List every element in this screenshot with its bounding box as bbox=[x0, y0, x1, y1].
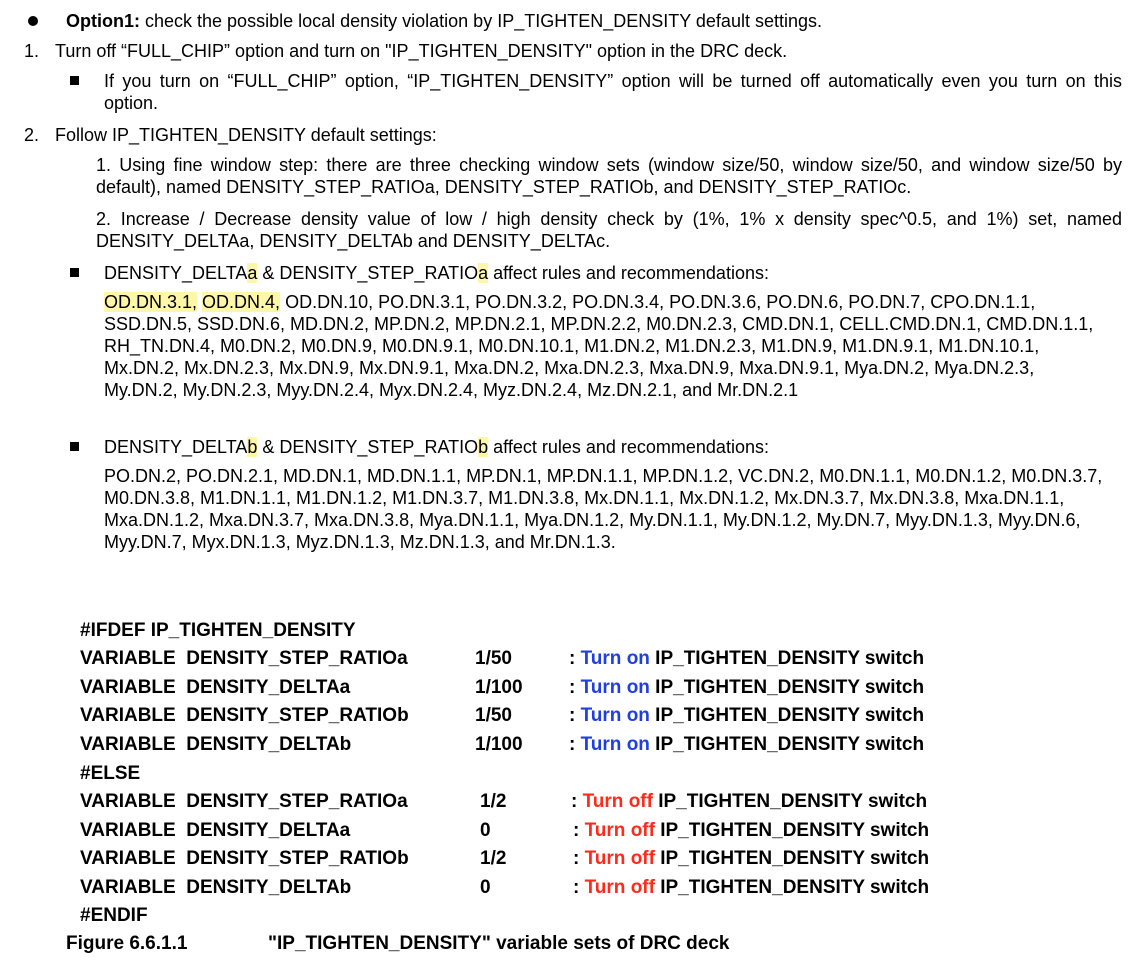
variable-value: 1/50 bbox=[475, 705, 512, 726]
option1-label: Option1: bbox=[66, 11, 140, 31]
variable-value: 1/2 bbox=[480, 848, 507, 869]
rule-highlight-1: OD.DN.3.1, bbox=[104, 292, 198, 312]
square-bullet-icon bbox=[70, 268, 79, 277]
square-bullet-icon bbox=[70, 76, 79, 85]
affect-a-rule-list: OD.DN.10, PO.DN.3.1, PO.DN.3.2, PO.DN.3.4, PO.DN.3.6, PO.DN.6, PO.DN.7, CPO.DN.1.1, SSD.DN.5, SSD.DN.6, MD.DN.2, MP.DN.2, MP.DN.2.1, MP.DN.2.2, M0.DN.2.3, CMD.DN.1, CELL.CMD.DN.1, CMD.DN.1.1, RH_TN.DN.4, M0.DN.2, M0.DN.9, M0.DN.9.1, M0.DN.10.1, M1.DN.2, M1.DN.2.3, M1.DN.9, M1.DN.9.1, M1.DN.10.1, Mx.DN.2, Mx.DN.2.3, Mx.DN.9, Mx.DN.9.1, Mxa.DN.2, Mxa.DN.2.3, Mxa.DN.9, Mxa.DN.9.1, Mya.DN.2, Mya.DN.2.3, My.DN.2, My.DN.2.3, Myy.DN.2.4, Myx.DN.2.4, Myz.DN.2.4, Mz.DN.2.1, and Mr.DN.2.1 bbox=[104, 292, 1094, 400]
figure-title: "IP_TIGHTEN_DENSITY" variable sets of DRC deck bbox=[268, 933, 730, 954]
variable-name: VARIABLE DENSITY_DELTAb bbox=[80, 733, 352, 755]
square-bullet-icon bbox=[70, 442, 79, 451]
option1-item bbox=[0, 0, 1131, 40]
variable-name: VARIABLE DENSITY_STEP_RATIOb bbox=[80, 705, 409, 726]
variable-value: 0 bbox=[480, 876, 491, 898]
affect-a-heading bbox=[104, 262, 769, 284]
variable-value: 0 bbox=[480, 819, 491, 841]
step2-sub2: 2. Increase / Decrease density value of low / high density check by (1%, 1% x density spec^0.5, and 1%) set, named DENSITY_DELTAa, DENSITY_DELTAb and DENSITY_DELTAc. bbox=[96, 209, 1122, 251]
variable-name: VARIABLE DENSITY_DELTAb bbox=[80, 876, 352, 898]
variable-value: 1/50 bbox=[475, 648, 512, 669]
variable-name: VARIABLE DENSITY_STEP_RATIOb bbox=[80, 848, 409, 869]
affect-b-highlight2: b bbox=[478, 437, 489, 457]
variable-name: VARIABLE DENSITY_STEP_RATIOa bbox=[80, 648, 408, 669]
affect-b-rules: PO.DN.2, PO.DN.2.1, MD.DN.1, MD.DN.1.1, MP.DN.1, MP.DN.1.1, MP.DN.1.2, VC.DN.2, M0.DN.1.1, M0.DN.1.2, M0.DN.3.7, M0.DN.3.8, M1.DN.1.1, M1.DN.1.2, M1.DN.3.7, M1.DN.3.8, Mx.DN.1.1, Mx.DN.1.2, Mx.DN.3.7, Mx.DN.3.8, Mxa.DN.1.1, Mxa.DN.1.2, Mxa.DN.3.7, Mxa.DN.3.8, Mya.DN.1.1, Mya.DN.1.2, My.DN.1.1, My.DN.1.2, My.DN.7, Myy.DN.1.3, Myy.DN.6, Myy.DN.7, Myx.DN.1.3, Myz.DN.1.3, Mz.DN.1.3, and Mr.DN.1.3. bbox=[104, 466, 1103, 552]
affect-b-part1: DENSITY_DELTA bbox=[104, 437, 248, 457]
affect-a-part1: DENSITY_DELTA bbox=[104, 263, 248, 283]
affect-a-rules bbox=[104, 291, 1094, 401]
bullet-dot-icon bbox=[28, 16, 38, 26]
step2-text: Follow IP_TIGHTEN_DENSITY default settings: bbox=[55, 125, 437, 145]
variable-value: 1/2 bbox=[480, 791, 507, 812]
code-ifdef: #IFDEF IP_TIGHTEN_DENSITY bbox=[80, 620, 356, 641]
option1-line bbox=[66, 10, 822, 32]
step1-number: 1. bbox=[24, 41, 40, 61]
variable-comment: : Turn off IP_TIGHTEN_DENSITY switch bbox=[573, 848, 930, 869]
variable-comment: : Turn off IP_TIGHTEN_DENSITY switch bbox=[573, 819, 930, 841]
variable-name: VARIABLE DENSITY_STEP_RATIOa bbox=[80, 791, 408, 812]
affect-a-highlight1: a bbox=[247, 263, 258, 283]
code-endif: #ENDIF bbox=[80, 905, 148, 926]
step1-text: Turn off “FULL_CHIP” option and turn on "IP_TIGHTEN_DENSITY" option in the DRC deck. bbox=[55, 41, 788, 61]
option1-text: check the possible local density violation by IP_TIGHTEN_DENSITY default settings. bbox=[140, 11, 822, 31]
step2-number: 2. bbox=[24, 125, 40, 145]
variable-value: 1/100 bbox=[475, 676, 523, 698]
variable-name: VARIABLE DENSITY_DELTAa bbox=[80, 819, 351, 841]
variable-comment: : Turn on IP_TIGHTEN_DENSITY switch bbox=[569, 705, 925, 726]
variable-value: 1/100 bbox=[475, 733, 523, 755]
affect-a-part3: affect rules and recommendations: bbox=[488, 263, 769, 283]
step2-sub1: 1. Using fine window step: there are three checking window sets (window size/50, window size/50, and window size/50 by default), named DENSITY_STEP_RATIOa, DENSITY_STEP_RATIOb, and DENSITY_STEP_RATIOc. bbox=[96, 155, 1122, 197]
figure-label: Figure 6.6.1.1 bbox=[66, 933, 188, 954]
affect-b-highlight1: b bbox=[247, 437, 258, 457]
variable-comment: : Turn off IP_TIGHTEN_DENSITY switch bbox=[573, 876, 930, 898]
affect-b-part2: & DENSITY_STEP_RATIO bbox=[257, 437, 479, 457]
drc-code-block bbox=[80, 618, 980, 928]
variable-comment: : Turn on IP_TIGHTEN_DENSITY switch bbox=[569, 676, 925, 698]
step1-note: If you turn on “FULL_CHIP” option, “IP_TIGHTEN_DENSITY” option will be turned off automatically even you turn on this option. bbox=[104, 71, 1122, 113]
rule-highlight-2: OD.DN.4, bbox=[202, 292, 281, 312]
affect-a-part2: & DENSITY_STEP_RATIO bbox=[257, 263, 479, 283]
code-else: #ELSE bbox=[80, 763, 141, 784]
affect-b-heading bbox=[104, 436, 769, 458]
variable-comment: : Turn on IP_TIGHTEN_DENSITY switch bbox=[569, 733, 925, 755]
variable-comment: : Turn on IP_TIGHTEN_DENSITY switch bbox=[569, 648, 925, 669]
affect-a-highlight2: a bbox=[478, 263, 489, 283]
variable-name: VARIABLE DENSITY_DELTAa bbox=[80, 676, 351, 698]
variable-comment: : Turn off IP_TIGHTEN_DENSITY switch bbox=[571, 791, 928, 812]
affect-b-part3: affect rules and recommendations: bbox=[488, 437, 769, 457]
